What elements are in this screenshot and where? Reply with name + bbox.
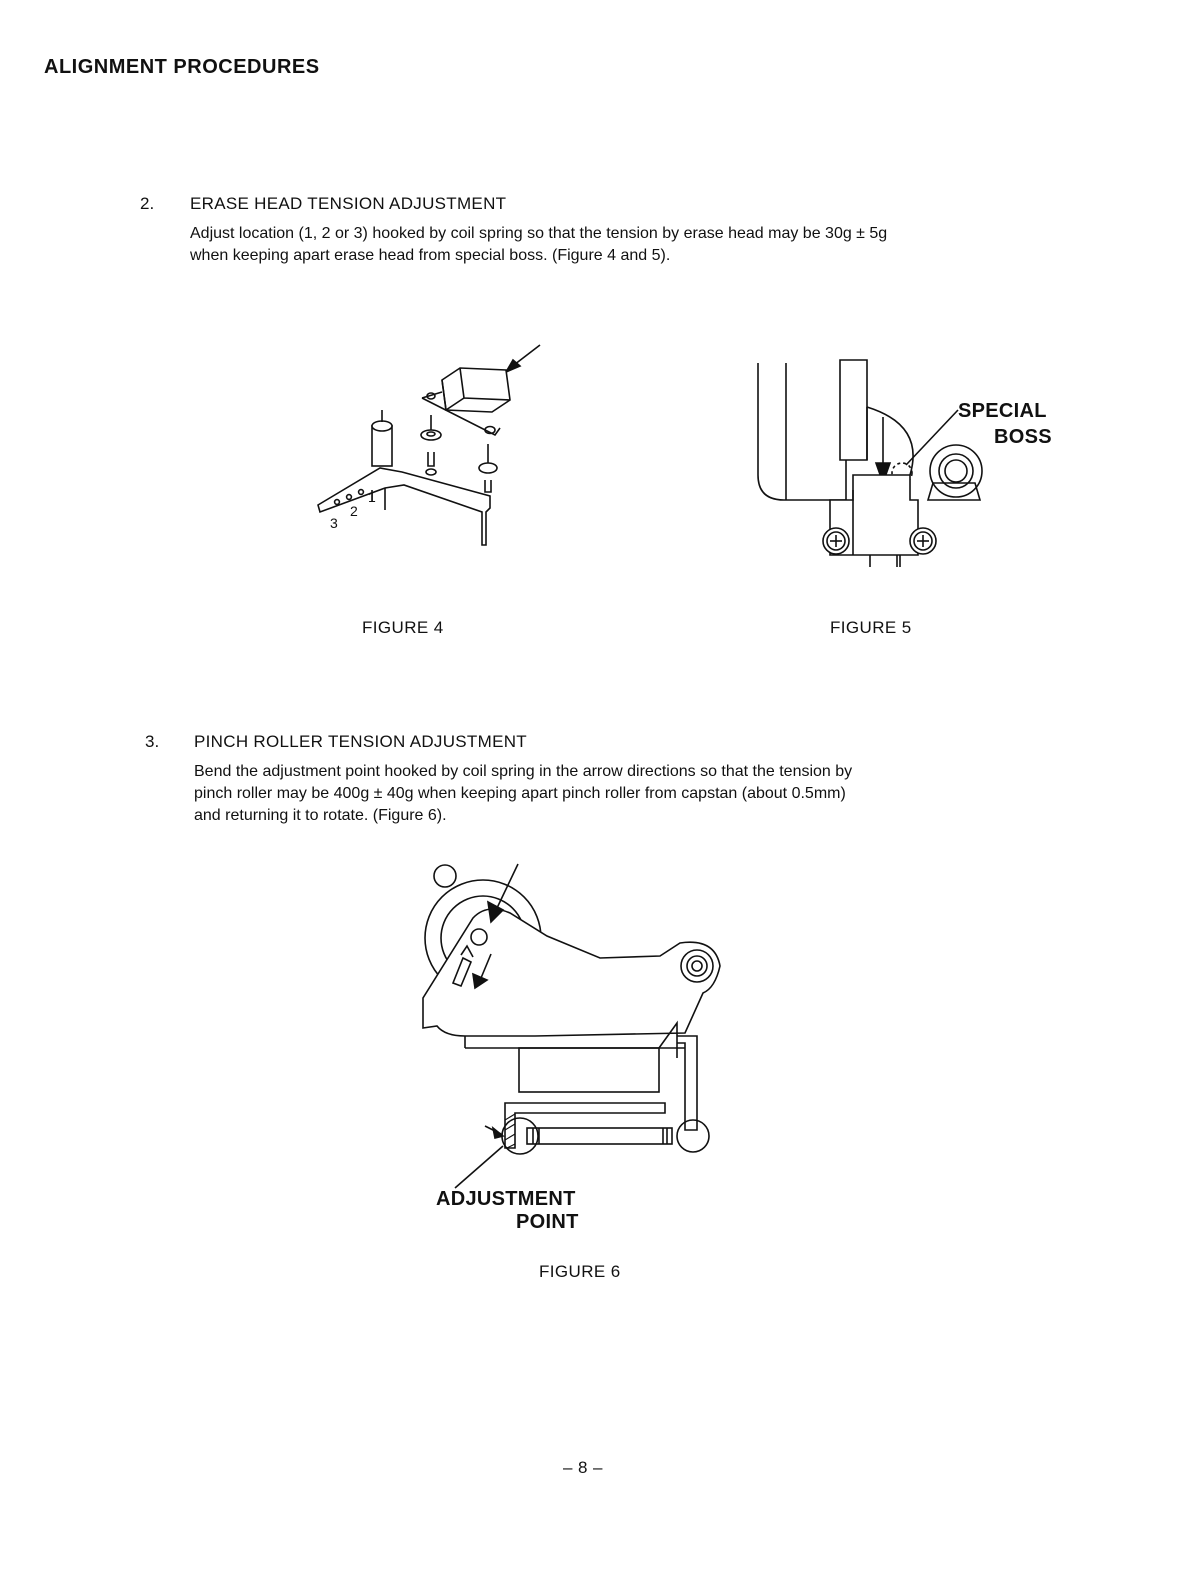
- section-3-number: 3.: [145, 732, 160, 751]
- special-boss-icon: [930, 445, 982, 497]
- figure-6-caption: FIGURE 6: [539, 1262, 621, 1281]
- location-label-2: 2: [350, 503, 358, 519]
- special-boss-label-1: SPECIAL: [958, 400, 1047, 422]
- page-title: ALIGNMENT PROCEDURES: [44, 56, 320, 78]
- section-3-text-line-1: Bend the adjustment point hooked by coil spring in the arrow directions so that the tension by: [194, 763, 853, 780]
- section-2-title: ERASE HEAD TENSION ADJUSTMENT: [190, 194, 507, 213]
- adjustment-point-label-2: POINT: [516, 1211, 579, 1233]
- section-2-number: 2.: [140, 194, 155, 213]
- capstan-pin-icon: [434, 865, 456, 887]
- figure-5-caption: FIGURE 5: [830, 618, 912, 637]
- figure-4-diagram: [310, 340, 550, 550]
- section-2-text-line-2: when keeping apart erase head from special boss. (Figure 4 and 5).: [190, 247, 671, 264]
- section-3-text-line-3: and returning it to rotate. (Figure 6).: [194, 807, 447, 824]
- page-number: – 8 –: [563, 1458, 603, 1477]
- figure-5-diagram: [750, 355, 990, 575]
- location-label-3: 3: [330, 515, 338, 531]
- special-boss-label-2: BOSS: [994, 426, 1052, 448]
- pinch-roller-lever-icon: [423, 909, 720, 1036]
- location-label-1: 1: [368, 489, 376, 505]
- mounting-plate-icon: [318, 468, 490, 545]
- section-3-title: PINCH ROLLER TENSION ADJUSTMENT: [194, 732, 527, 751]
- housing-outline: [758, 363, 846, 500]
- section-3-text-line-2: pinch roller may be 400g ± 40g when keeping apart pinch roller from capstan (about 0.5mm): [194, 785, 846, 802]
- figure-4-caption: FIGURE 4: [362, 618, 444, 637]
- figure-6-diagram: [415, 858, 735, 1168]
- section-2-text-line-1: Adjust location (1, 2 or 3) hooked by coil spring so that the tension by erase head may be 30g ± 5g: [190, 225, 888, 242]
- adjustment-point-label-1: ADJUSTMENT: [436, 1188, 576, 1210]
- post-icon: [372, 426, 392, 466]
